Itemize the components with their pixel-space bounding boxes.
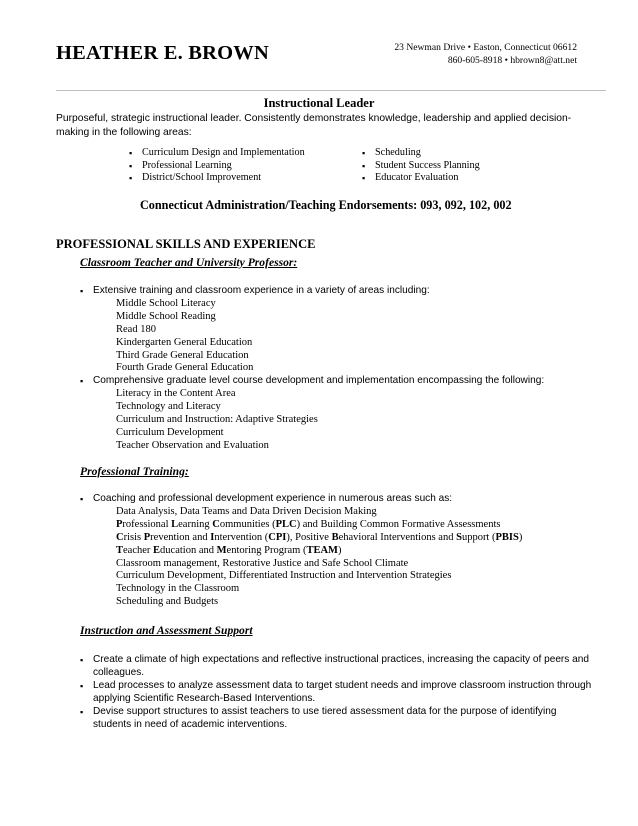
header-divider [56,90,606,91]
list-item: ▪ Educator Evaluation [362,172,562,185]
list-item: ▪ Curriculum Design and Implementation [129,147,339,160]
list-item: ▪ Create a climate of high expectations and reflective instructional practices, increasing the capacity of peers and colleagues. [80,654,592,680]
training-list [80,493,600,609]
sub-item: Kindergarten General Education [116,336,253,348]
sub-item: Fourth Grade General Education [116,362,254,374]
sub-item: Literacy in the Content Area [116,388,236,400]
contact-info [340,42,577,67]
list-item: ▪ Devise support structures to assist teachers to use tiered assessment data for the purpose of identifying students in need of academic interventions. [80,706,592,732]
list-item: ▪ District/School Improvement [129,172,339,185]
sub-item: Read 180 [116,323,156,335]
bullet-text: Coaching and professional development experience in numerous areas such as: [93,493,453,504]
classroom-heading: Classroom Teacher and University Professor: [80,256,298,269]
areas-list-right [362,147,562,185]
sub-item: Third Grade General Education [116,349,249,361]
instruction-heading: Instruction and Assessment Support [80,624,253,637]
sub-list [93,506,600,609]
sub-list [93,388,600,453]
instruction-list [80,654,592,731]
training-heading: Professional Training: [80,465,189,478]
bullet-text: Extensive training and classroom experience in a variety of areas including: [93,285,430,296]
sub-item: Data Analysis, Data Teams and Data Driven Decision Making [116,505,377,517]
list-item: ▪ Lead processes to analyze assessment data to target student needs and improve classroom instruction through applying Scientific Research-Based Interventions. [80,680,592,706]
list-item: ▪ Scheduling [362,147,562,160]
list-item [80,493,600,609]
sub-item: Teacher Observation and Evaluation [116,439,269,451]
summary-text: Purposeful, strategic instructional leader. Consistently demonstrates knowledge, leadership and applied decision-making in the following areas: [56,113,572,138]
sub-item: Professional Learning Communities (PLC) and Building Common Formative Assessments [116,518,501,530]
sub-list [93,298,600,375]
list-item: ▪ Professional Learning [129,160,339,173]
sub-item: Scheduling and Budgets [116,596,219,608]
address: 23 Newman Drive • Easton, Connecticut 06612 [394,42,577,53]
sub-item: Technology and Literacy [116,401,221,413]
sub-item: Teacher Education and Mentoring Program (TEAM) [116,544,342,556]
sub-item: Curriculum Development [116,426,224,438]
endorsements: Connecticut Administration/Teaching Endorsements: 093, 092, 102, 002 [140,198,512,212]
sub-item: Crisis Prevention and Intervention (CPI), Positive Behavioral Interventions and Support (PBIS) [116,531,523,543]
candidate-name: HEATHER E. BROWN [56,42,269,64]
list-item [80,375,600,452]
areas-list-left [129,147,339,185]
classroom-list [80,285,600,453]
bullet-text: Comprehensive graduate level course development and implementation encompassing the following: [93,375,545,387]
objective-title: Instructional Leader [263,96,375,110]
sub-item: Technology in the Classroom [116,583,240,595]
sub-item: Curriculum and Instruction: Adaptive Strategies [116,414,318,426]
sub-item: Curriculum Development, Differentiated Instruction and Intervention Strategies [116,570,452,582]
sub-item: Classroom management, Restorative Justice and Safe School Climate [116,557,409,569]
list-item [80,285,600,375]
section-title: PROFESSIONAL SKILLS AND EXPERIENCE [56,237,316,251]
list-item: ▪ Student Success Planning [362,160,562,173]
phone-email: 860-605-8918 • hbrown8@att.net [447,54,577,66]
sub-item: Middle School Literacy [116,297,216,309]
sub-item: Middle School Reading [116,310,216,322]
